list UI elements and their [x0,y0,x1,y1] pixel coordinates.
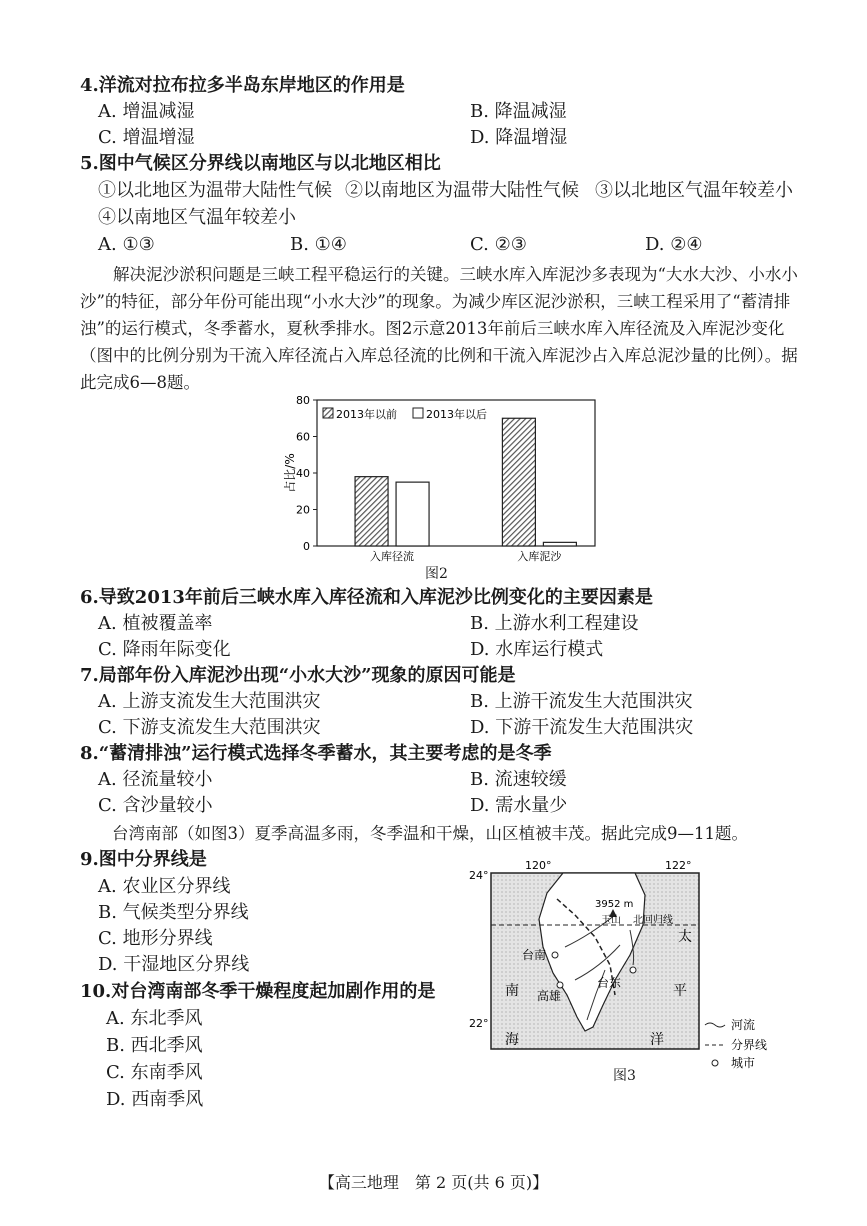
city-kaohsiung-marker [557,982,563,988]
q8-option-d: D. 需水量少 [470,795,568,816]
y-tick-label: 0 [303,540,310,553]
lat-22-label: 22° [469,1017,489,1030]
bar-0-1 [396,482,429,546]
q9-option-a: A. 农业区分界线 [98,876,231,897]
legend-label-before: 2013年以前 [336,408,397,421]
tropic-label: 北回归线 [633,915,673,926]
bar-1-0 [502,418,535,546]
lat-24-label: 24° [469,869,489,882]
sea-nan-label: 南 [505,983,519,999]
q5-statement-3: ③以北地区气温年较差小 [595,180,793,201]
q5-option-b: B. ①④ [290,234,347,255]
bar-0-0 [355,477,388,546]
figure-2-caption: 图2 [425,566,448,582]
q5-option-c: C. ②③ [470,234,527,255]
x-category-label: 入库径流 [370,550,415,563]
city-tainan-marker [552,952,558,958]
q7-option-b: B. 上游干流发生大范围洪灾 [470,691,693,712]
legend-river-label: 河流 [731,1018,756,1032]
page-footer: 【高三地理 第 2 页(共 6 页)】 [318,1173,549,1192]
lon-120-label: 120° [525,859,552,872]
q9-stem: 9.图中分界线是 [80,849,207,870]
city-kaohsiung-label: 高雄 [537,989,562,1003]
bar-1-1 [543,542,576,546]
q10-option-a: A. 东北季风 [106,1008,203,1029]
q7-option-c: C. 下游支流发生大范围洪灾 [98,717,321,738]
q5-statement-1: ①以北地区为温带大陆性气候 [98,180,332,201]
legend-swatch-after [413,408,423,418]
q10-option-b: B. 西北季风 [106,1035,203,1056]
q4-option-a: A. 增温减湿 [98,101,195,122]
city-tainan-label: 台南 [522,948,547,962]
q4-option-b: B. 降温减湿 [470,101,567,122]
q8-option-c: C. 含沙量较小 [98,795,213,816]
legend-boundary-label: 分界线 [731,1038,768,1052]
ocean-ping-label: 平 [673,983,687,999]
q5-statement-2: ②以南地区为温带大陆性气候 [345,180,579,201]
y-axis-label: 占比/% [283,453,297,493]
passage-three-gorges: 解决泥沙淤积问题是三峡工程平稳运行的关键。三峡水库入库泥沙多表现为“大水大沙、小水小沙”的特征，部分年份可能出现“小水大沙”的现象。为减少库区泥沙淤积，三峡工程采用了“蓄清排浊”的运行模式，冬季蓄水，夏秋季排水。图2示意2013年前后三峡水库入库径流及入库泥沙变化（图中的比例分别为干流入库径流占入库总径流的比例和干流入库泥沙占入库总泥沙量的比例）。据此完成6—8题。 [80,265,798,392]
y-tick-label: 40 [296,467,310,480]
q5-stem: 5.图中气候区分界线以南地区与以北地区相比 [80,153,441,174]
q8-option-b: B. 流速较缓 [470,769,567,790]
q4-stem: 4.洋流对拉布拉多半岛东岸地区的作用是 [80,75,405,96]
legend-city-label: 城市 [731,1056,756,1070]
q8-stem: 8.“蓄清排浊”运行模式选择冬季蓄水，其主要考虑的是冬季 [80,743,552,764]
q9-option-c: C. 地形分界线 [98,928,213,949]
sea-hai-label: 海 [505,1032,519,1048]
q7-option-a: A. 上游支流发生大范围洪灾 [98,691,321,712]
legend-label-after: 2013年以后 [426,408,487,421]
q8-option-a: A. 径流量较小 [98,769,213,790]
q6-option-b: B. 上游水利工程建设 [470,613,639,634]
q6-stem: 6.导致2013年前后三峡水库入库径流和入库泥沙比例变化的主要因素是 [80,587,653,608]
city-taitung-marker [630,967,636,973]
figure-2-chart [280,392,600,582]
mountain-label: 玉山 [601,915,621,926]
q10-option-d: D. 西南季风 [106,1089,204,1110]
y-tick-label: 60 [296,430,310,444]
q9-option-b: B. 气候类型分界线 [98,902,249,923]
q6-option-a: A. 植被覆盖率 [98,613,213,634]
y-tick-label: 20 [296,503,310,517]
legend-city-symbol [712,1060,718,1066]
q5-option-d: D. ②④ [645,234,703,255]
x-category-label: 入库泥沙 [517,550,562,563]
ocean-tai-label: 太 [678,929,692,945]
lon-122-label: 122° [665,859,692,872]
q10-stem: 10.对台湾南部冬季干燥程度起加剧作用的是 [80,981,436,1002]
q5-option-a: A. ①③ [98,234,155,255]
q5-statement-4: ④以南地区气温年较差小 [98,207,296,228]
ocean-yang-label: 洋 [650,1032,664,1048]
legend-river-symbol [705,1023,725,1027]
q6-option-c: C. 降雨年际变化 [98,639,231,660]
passage-taiwan: 台湾南部（如图3）夏季高温多雨，冬季温和干燥，山区植被丰茂。据此完成9—11题。 [112,824,748,843]
q6-option-d: D. 水库运行模式 [470,639,604,660]
figure-3-taiwan-map [465,855,810,1085]
peak-elevation-label: 3952 m [595,899,634,910]
q10-option-c: C. 东南季风 [106,1062,203,1083]
city-taitung-label: 台东 [597,976,622,990]
q7-option-d: D. 下游干流发生大范围洪灾 [470,717,694,738]
legend-swatch-before [323,408,333,418]
q4-option-c: C. 增温增湿 [98,127,195,148]
q9-option-d: D. 干湿地区分界线 [98,954,250,975]
y-tick-label: 80 [296,394,310,407]
q7-stem: 7.局部年份入库泥沙出现“小水大沙”现象的原因可能是 [80,665,516,686]
q4-option-d: D. 降温增湿 [470,127,568,148]
figure-3-caption: 图3 [613,1068,636,1084]
